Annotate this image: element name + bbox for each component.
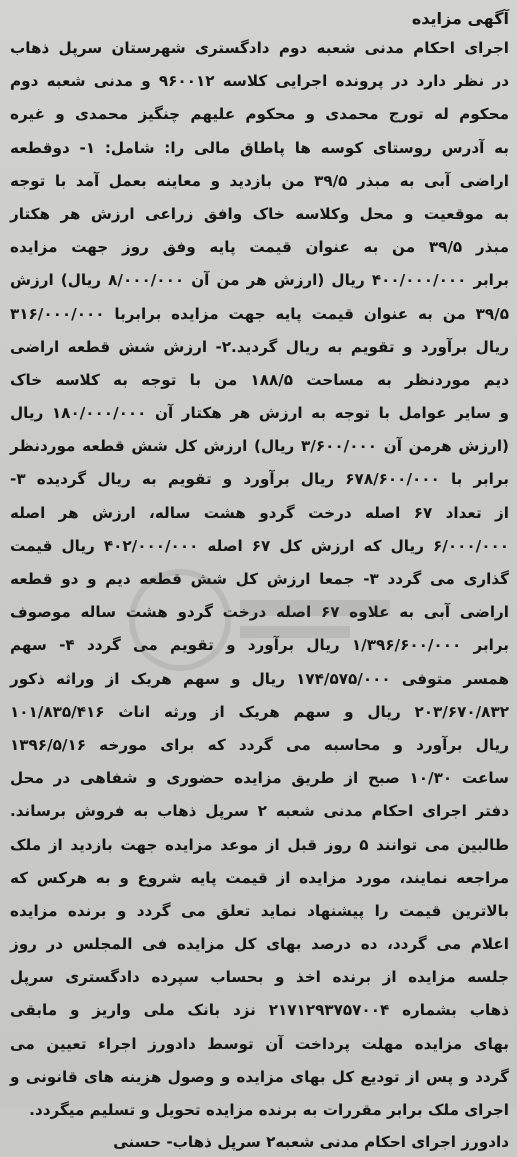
notice-line: مراجعه نمایند، مورد مزایده از قیمت پایه شروع و به هرکس که [10,868,509,887]
notice-title: آگهی مزایده [411,9,509,28]
notice-line: ریال برآورد و تقویم به ریال گردید.۲- ارزش شش قطعه اراضی [10,337,509,356]
notice-line: دفتر اجرای احکام مدنی شعبه ۲ سرپل ذهاب به فروش برساند. [10,802,510,821]
notice-line: ۳۹/۵ من به عنوان قیمت پایه جهت مزایده برابربا ۳۱۶/۰۰۰/۰۰۰ [10,304,509,323]
notice-line: در نظر دارد در پرونده اجرایی کلاسه ۹۶۰۰۱۲ و مدنی شعبه دوم [10,72,510,91]
notice-line: اجرای احکام مدنی شعبه دوم دادگستری شهرستان سرپل ذهاب [10,39,509,57]
notice-line: دیم موردنظر به مساحت ۱۸۸/۵ من با توجه به کلاسه خاک [10,370,509,389]
notice-line: برابر با ۶۷۸/۶۰۰/۰۰۰ ریال برآورد و تقویم به ریال گردیده ۳- [10,470,509,489]
notice-line: اعلام می گردد، ده درصد بهای کل مزایده فی المجلس در روز [10,935,509,954]
notice-line: اجرای ملک برابر مقررات به برنده مزایده تحویل و تسلیم میگردد. [29,1101,509,1119]
notice-line: برابر ۴۰۰/۰۰۰/۰۰۰ ریال (ارزش هر من آن ۸/۰۰۰/۰۰۰ ریال) ارزش [10,271,509,290]
notice-line: گذاری می گردد ۳- جمعا ارزش کل شش قطعه دیم و دو قطعه [10,570,509,588]
notice-line: محکوم له تورج محمدی و محکوم علیهم چنگیز محمدی و غیره [10,105,509,124]
notice-line: از تعداد ۶۷ اصله درخت گردو هشت ساله، ارزش هر اصله [10,503,510,522]
notice-line: گردد و پس از تودیع کل بهای مزایده و وصول هزینه های قانونی و [10,1067,509,1086]
notice-line: و سایر عوامل با توجه به ارزش هر هکتار آن ۱۸۰/۰۰۰/۰۰۰ ریال [10,404,509,423]
notice-signature: دادورز اجرای احکام مدنی شعبه۲ سرپل ذهاب- حسنی [113,1133,509,1152]
notice-line: مبذر ۳۹/۵ من به عنوان قیمت پایه وفق روز جهت مزایده [10,238,509,257]
notice-line: برابر ۱/۳۹۶/۶۰۰/۰۰۰ ریال برآورد و تقویم می گردد ۴- سهم [10,636,509,655]
notice-line: ۲۰۳/۶۷۰/۸۳۲ ریال و سهم هریک از ورثه اناث ۱۰۱/۸۳۵/۴۱۶ [10,702,509,721]
notice-line: ریال برآورد و محاسبه می گردد که برای مورخه ۱۳۹۶/۵/۱۶ [10,735,509,754]
notice-line: طالبین می توانند ۵ روز قبل از موعد مزایده جهت بازدید از ملک [10,835,510,854]
notice-line: همسر متوفی ۱۷۴/۵۷۵/۰۰۰ ریال و سهم هریک از وراثه ذکور [10,669,510,688]
notice-line: اراضی آبی به مبذر ۳۹/۵ من بازدید و معاینه بعمل آمد با توجه [10,171,510,190]
auction-notice [10,6,509,1157]
notice-line: بالاترین قیمت را پیشنهاد نماید تعلق می گردد و برنده مزایده [10,901,509,920]
notice-line: ساعت ۱۰/۳۰ صبح از طریق مزایده حضوری و شفاهی در محل [10,769,509,788]
notice-line: به موقعیت و محل وکلاسه خاک وافق زراعی ارزش هر هکتار [10,204,509,223]
notice-line: ۶/۰۰۰/۰۰۰ ریال که ارزش کل ۶۷ اصله ۴۰۲/۰۰۰/۰۰۰ ریال قیمت [10,536,509,555]
notice-line: اراضی آبی به علاوه ۶۷ اصله درخت گردو هشت ساله موصوف [10,603,509,622]
notice-line: به آدرس روستای کوسه ها پاطاق مالی را: شامل: ۱- دوقطعه [10,138,509,157]
notice-body [10,32,509,1127]
notice-line: بهای مزایده مهلت پرداخت آن توسط دادورز اجراء تعیین می [10,1034,509,1053]
notice-line: (ارزش هرمن آن ۳/۶۰۰/۰۰۰ ریال) ارزش کل شش قطعه موردنظر [10,437,509,456]
notice-line: جلسه مزایده از برنده اخذ و بحساب سپرده دادگستری سرپل [10,968,509,987]
notice-line: ذهاب بشماره ۲۱۷۱۲۹۳۷۵۷۰۰۴ نزد بانک ملی واریز و مابقی [10,1001,509,1020]
